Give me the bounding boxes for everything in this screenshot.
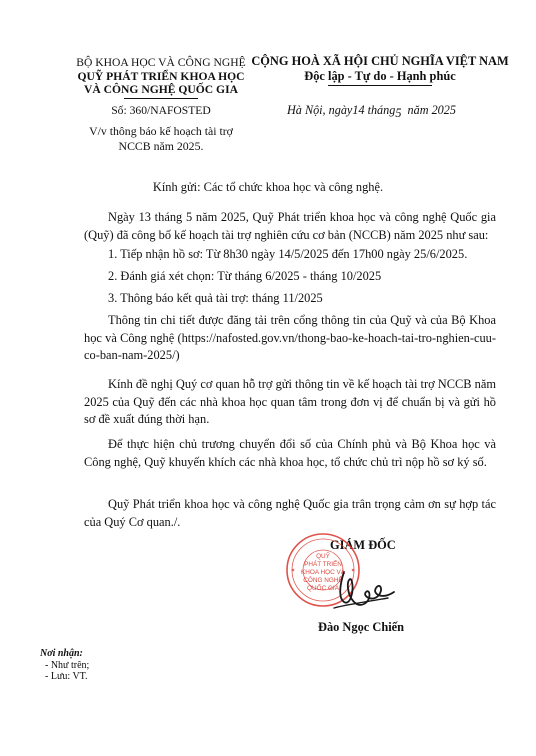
document-subject: V/v thông báo kế hoạch tài trợ NCCB năm 2025. bbox=[89, 124, 233, 153]
agency-name-line1: QUỸ PHÁT TRIỂN KHOA HỌC bbox=[77, 69, 245, 83]
signer-name: Đào Ngọc Chiến bbox=[318, 620, 405, 634]
motto-underline bbox=[328, 85, 432, 86]
plan-item-2: 2. Đánh giá xét chọn: Từ tháng 6/2025 - tháng 10/2025 bbox=[108, 269, 382, 283]
ministry-name: BỘ KHOA HỌC VÀ CÔNG NGHỆ bbox=[76, 56, 246, 69]
paragraph-1: Ngày 13 tháng 5 năm 2025, Quỹ Phát triển khoa học và công nghệ Quốc gia (Quỹ) đã công bố kế hoạch tài trợ nghiên cứu cơ bản (NCCB) năm 2025 như sau: bbox=[84, 210, 496, 242]
seal-line: QUỸ bbox=[316, 553, 330, 560]
document-number: Số: 360/NAFOSTED bbox=[111, 104, 211, 117]
paragraph-4: Để thực hiện chủ trương chuyển đổi số của Chính phủ và Bộ Khoa học và Công nghệ, Quỹ khuyến khích các nhà khoa học, tổ chức chủ trì nộp hồ sơ ký số. bbox=[84, 437, 496, 469]
recipients-title: Nơi nhận: bbox=[40, 648, 83, 659]
issuer-block bbox=[58, 56, 264, 97]
recipient-item: - Như trên; bbox=[45, 659, 90, 671]
signer-position: GIÁM ĐỐC bbox=[330, 538, 396, 552]
seal-line: KHOA HỌC VÀ bbox=[300, 569, 346, 576]
national-header bbox=[250, 54, 510, 83]
national-motto: Độc lập - Tự do - Hạnh phúc bbox=[304, 68, 456, 83]
seal-line: CÔNG NGHỆ bbox=[303, 577, 343, 584]
document-date: Hà Nội, ngày14 tháng5 năm 2025 bbox=[287, 103, 456, 120]
recipient-item: - Lưu: VT. bbox=[45, 671, 88, 682]
recipients-block bbox=[40, 648, 89, 683]
salutation: Kính gửi: Các tổ chức khoa học và công nghệ. bbox=[152, 180, 384, 194]
plan-item-1: 1. Tiếp nhận hồ sơ: Từ 8h30 ngày 14/5/2025 đến 17h00 ngày 25/6/2025. bbox=[108, 247, 468, 261]
paragraph-5: Quỹ Phát triển khoa học và công nghệ Quốc gia trân trọng cảm ơn sự hợp tác của Quý Cơ quan./. bbox=[84, 497, 496, 529]
handwritten-signature bbox=[314, 552, 404, 622]
paragraph-3: Kính đề nghị Quý cơ quan hỗ trợ gửi thông tin về kế hoạch tài trợ NCCB năm 2025 của Quỹ đến các nhà khoa học quan tâm trong đơn vị để chuẩn bị và gửi hồ sơ đề xuất đúng thời hạn. bbox=[84, 377, 496, 426]
agency-name-line2: VÀ CÔNG NGHỆ QUỐC GIA bbox=[84, 83, 238, 96]
paragraph-2: Thông tin chi tiết được đăng tải trên cổng thông tin của Quỹ và của Bộ Khoa học và Công nghệ (https://nafosted.gov.vn/thong-bao-ke-hoach-tai-tro-nghien-cuu-co-ban-nam-2025/) bbox=[84, 313, 496, 362]
plan-item-3: 3. Thông báo kết quả tài trợ: tháng 11/2025 bbox=[108, 291, 323, 305]
seal-line: PHÁT TRIỂN bbox=[304, 561, 342, 568]
issuer-underline bbox=[124, 98, 198, 99]
seal-line: QUỐC GIA bbox=[307, 585, 339, 592]
country-name: CỘNG HOÀ XÃ HỘI CHỦ NGHĨA VIỆT NAM bbox=[251, 54, 509, 68]
